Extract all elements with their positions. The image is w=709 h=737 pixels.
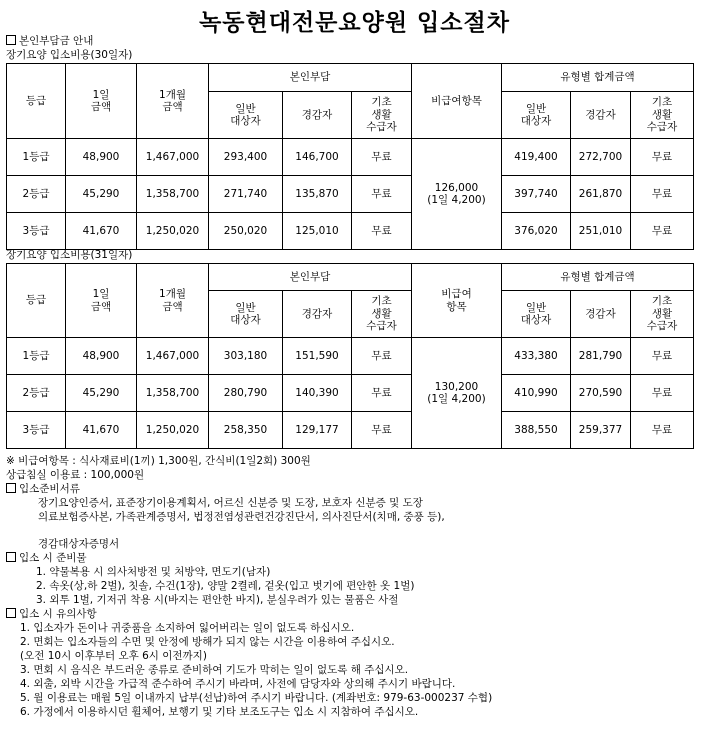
cell-reduced: 140,390 (283, 375, 352, 412)
cell-monthly: 1,250,020 (137, 213, 209, 250)
upper-room-fee: 상급침실 이용료 : 100,000원 (6, 469, 145, 481)
cell-monthly: 1,358,700 (137, 375, 209, 412)
cell-nonbenefit: 126,000 (1일 4,200) (412, 139, 502, 250)
cell-general: 258,350 (209, 412, 283, 449)
section-cautions (6, 608, 97, 621)
list-item: 6. 가정에서 이용하시던 휠체어, 보행기 및 기타 보조도구는 입소 시 지참하여 주십시오. (20, 706, 419, 718)
header-monthly: 1개월 금액 (137, 264, 209, 338)
section-cautions-label: 입소 시 유의사항 (19, 608, 97, 620)
header-nonbenefit: 비급여 항목 (412, 264, 502, 338)
cell-reduced: 151,590 (283, 338, 352, 375)
cell-daily: 41,670 (66, 412, 137, 449)
cell-total-reduced: 270,590 (571, 375, 631, 412)
cell-basic: 무료 (352, 338, 412, 375)
header-general: 일반 대상자 (209, 92, 283, 139)
header-general: 일반 대상자 (209, 291, 283, 338)
cell-general: 271,740 (209, 176, 283, 213)
table-row (7, 412, 694, 449)
header-total-basic: 기초 생활 수급자 (631, 291, 694, 338)
header-grade: 등급 (7, 64, 66, 139)
cell-general: 303,180 (209, 338, 283, 375)
checkbox-icon (6, 35, 16, 45)
checkbox-icon (6, 552, 16, 562)
header-grade: 등급 (7, 264, 66, 338)
cell-grade: 3등급 (7, 213, 66, 250)
cell-total-basic: 무료 (631, 139, 694, 176)
table-row (7, 139, 694, 176)
header-monthly: 1개월 금액 (137, 64, 209, 139)
cell-general: 293,400 (209, 139, 283, 176)
list-item: 4. 외출, 외박 시간을 가급적 준수하여 주시기 바라며, 사전에 담당자와 상의해 주시기 바랍니다. (20, 678, 456, 690)
cell-total-basic: 무료 (631, 412, 694, 449)
cell-grade: 2등급 (7, 375, 66, 412)
cell-total-basic: 무료 (631, 176, 694, 213)
header-basic: 기초 생활 수급자 (352, 291, 412, 338)
cell-daily: 45,290 (66, 375, 137, 412)
list-item: 3. 면회 시 음식은 부드러운 종류로 준비하여 기도가 막히는 일이 없도록 해 주십시오. (20, 664, 409, 676)
header-total: 유형별 합계금액 (502, 64, 694, 92)
section-fee-guide-label: 본인부담금 안내 (19, 35, 94, 47)
header-total-general: 일반 대상자 (502, 291, 571, 338)
header-total-basic: 기초 생활 수급자 (631, 92, 694, 139)
cell-general: 280,790 (209, 375, 283, 412)
cell-daily: 41,670 (66, 213, 137, 250)
cell-grade: 3등급 (7, 412, 66, 449)
cell-grade: 1등급 (7, 338, 66, 375)
cell-total-basic: 무료 (631, 213, 694, 250)
list-item: 5. 월 이용료는 매월 5일 이내까지 납부(선납)하여 주시기 바랍니다. (계좌번호: 979-63-000237 수협) (20, 692, 493, 704)
cell-monthly: 1,358,700 (137, 176, 209, 213)
fee-table-30days (6, 63, 694, 250)
header-self-pay: 본인부담 (209, 264, 412, 291)
cell-total-basic: 무료 (631, 375, 694, 412)
cell-reduced: 135,870 (283, 176, 352, 213)
cell-daily: 48,900 (66, 139, 137, 176)
header-total-general: 일반 대상자 (502, 92, 571, 139)
table-row (7, 375, 694, 412)
header-daily: 1일 금액 (66, 64, 137, 139)
cell-daily: 45,290 (66, 176, 137, 213)
fee-table-31days (6, 263, 694, 449)
header-total-reduced: 경감자 (571, 92, 631, 139)
checkbox-icon (6, 608, 16, 618)
header-nonbenefit: 비급여항목 (412, 64, 502, 139)
table31-caption: 장기요양 입소비용(31일자) (6, 249, 133, 261)
cell-nonbenefit: 130,200 (1일 4,200) (412, 338, 502, 449)
cell-total-basic: 무료 (631, 338, 694, 375)
header-daily: 1일 금액 (66, 264, 137, 338)
section-prep-label: 입소 시 준비물 (19, 552, 87, 564)
cell-total-general: 376,020 (502, 213, 571, 250)
section-documents-label: 입소준비서류 (19, 483, 80, 495)
list-item: 3. 외투 1벌, 기저귀 착용 시(바지는 편안한 바지), 분실우려가 있는 물품은 사절 (36, 594, 399, 606)
cell-total-general: 410,990 (502, 375, 571, 412)
cell-reduced: 125,010 (283, 213, 352, 250)
checkbox-icon (6, 483, 16, 493)
cell-grade: 1등급 (7, 139, 66, 176)
documents-line: 경감대상자증명서 (38, 538, 120, 550)
list-item: 1. 약물복용 시 의사처방전 및 처방약, 면도기(남자) (36, 566, 271, 578)
section-fee-guide (6, 35, 93, 48)
table30-caption: 장기요양 입소비용(30일자) (6, 49, 133, 61)
section-prep (6, 552, 87, 565)
cell-total-reduced: 272,700 (571, 139, 631, 176)
list-item: 2. 면회는 입소자들의 수면 및 안정에 방해가 되지 않는 시간을 이용하여 주십시오. (20, 636, 395, 648)
cell-reduced: 146,700 (283, 139, 352, 176)
cell-total-reduced: 261,870 (571, 176, 631, 213)
cell-total-general: 388,550 (502, 412, 571, 449)
page-title: 녹동현대전문요양원 입소절차 (199, 10, 510, 36)
header-self-pay: 본인부담 (209, 64, 412, 92)
cell-total-reduced: 259,377 (571, 412, 631, 449)
header-reduced: 경감자 (283, 291, 352, 338)
list-item: 1. 입소자가 돈이나 귀중품을 소지하여 잃어버리는 일이 없도록 하십시오. (20, 622, 355, 634)
cell-total-general: 433,380 (502, 338, 571, 375)
cell-total-general: 397,740 (502, 176, 571, 213)
cell-monthly: 1,467,000 (137, 139, 209, 176)
cell-total-reduced: 281,790 (571, 338, 631, 375)
cell-basic: 무료 (352, 412, 412, 449)
list-item: 2. 속옷(상,하 2벌), 칫솔, 수건(1장), 양말 2켤레, 겉옷(입고 벗기에 편안한 옷 1벌) (36, 580, 415, 592)
cell-daily: 48,900 (66, 338, 137, 375)
cell-grade: 2등급 (7, 176, 66, 213)
cell-monthly: 1,467,000 (137, 338, 209, 375)
documents-line: 의료보험증사본, 가족관계증명서, 법정전염성관련건강진단서, 의사진단서(치매, 중풍 등), (38, 511, 445, 523)
table-row (7, 213, 694, 250)
cell-reduced: 129,177 (283, 412, 352, 449)
cell-basic: 무료 (352, 213, 412, 250)
cell-basic: 무료 (352, 176, 412, 213)
header-total-reduced: 경감자 (571, 291, 631, 338)
table-row (7, 176, 694, 213)
documents-line: 장기요양인증서, 표준장기이용계획서, 어르신 신분증 및 도장, 보호자 신분증 및 도장 (38, 497, 423, 509)
header-reduced: 경감자 (283, 92, 352, 139)
table-row (7, 338, 694, 375)
list-item: (오전 10시 이후부터 오후 6시 이전까지) (20, 650, 207, 662)
section-documents (6, 483, 80, 496)
nonbenefit-note: ※ 비급여항목 : 식사재료비(1끼) 1,300원, 간식비(1일2회) 300원 (6, 455, 311, 467)
cell-basic: 무료 (352, 375, 412, 412)
header-basic: 기초 생활 수급자 (352, 92, 412, 139)
cell-basic: 무료 (352, 139, 412, 176)
cell-general: 250,020 (209, 213, 283, 250)
cell-total-general: 419,400 (502, 139, 571, 176)
cell-monthly: 1,250,020 (137, 412, 209, 449)
cell-total-reduced: 251,010 (571, 213, 631, 250)
header-total: 유형별 합계금액 (502, 264, 694, 291)
